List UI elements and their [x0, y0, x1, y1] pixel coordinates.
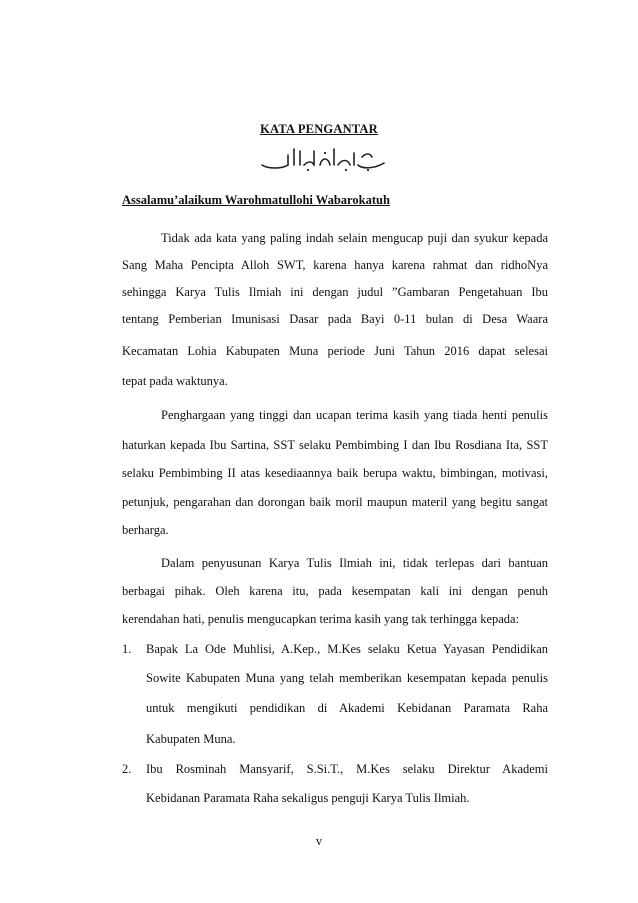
basmala-calligraphy	[258, 143, 388, 173]
paragraph-2-line: selaku Pembimbing II atas kesediaannya baik berupa waktu, bimbingan, motivasi,	[122, 466, 548, 480]
paragraph-1-line: Sang Maha Pencipta Alloh SWT, karena hanya karena rahmat dan ridhoNya	[122, 258, 548, 272]
list-item-line: Sowite Kabupaten Muna yang telah memberikan kesempatan kepada penulis	[146, 671, 548, 685]
paragraph-1-line: Kecamatan Lohia Kabupaten Muna periode Juni Tahun 2016 dapat selesai	[122, 344, 548, 358]
paragraph-3-line: Dalam penyusunan Karya Tulis Ilmiah ini, tidak terlepas dari bantuan	[161, 556, 548, 570]
paragraph-1-line: tentang Pemberian Imunisasi Dasar pada Bayi 0-11 bulan di Desa Waara	[122, 312, 548, 326]
list-item-line: Kebidanan Paramata Raha sekaligus penguji Karya Tulis Ilmiah.	[146, 791, 470, 805]
opening-greeting: Assalamu’alaikum Warohmatullohi Wabarokatuh	[122, 193, 390, 207]
paragraph-2-line: haturkan kepada Ibu Sartina, SST selaku Pembimbing I dan Ibu Rosdiana Ita, SST	[122, 438, 548, 452]
paragraph-1-line: sehingga Karya Tulis Ilmiah ini dengan judul ”Gambaran Pengetahuan Ibu	[122, 285, 548, 299]
paragraph-3-line: berbagai pihak. Oleh karena itu, pada kesempatan kali ini dengan penuh	[122, 584, 548, 598]
page-title: KATA PENGANTAR	[260, 122, 378, 136]
list-item-line: untuk mengikuti pendidikan di Akademi Kebidanan Paramata Raha	[146, 701, 548, 715]
paragraph-3-line: kerendahan hati, penulis mengucapkan terima kasih yang tak terhingga kepada:	[122, 612, 520, 626]
list-item-line: Bapak La Ode Muhlisi, A.Kep., M.Kes selaku Ketua Yayasan Pendidikan	[146, 642, 548, 656]
list-item-line: Ibu Rosminah Mansyarif, S.Si.T., M.Kes selaku Direktur Akademi	[146, 762, 548, 776]
paragraph-1-line: tepat pada waktunya.	[122, 374, 228, 388]
paragraph-1-line: Tidak ada kata yang paling indah selain mengucap puji dan syukur kepada	[161, 231, 548, 245]
paragraph-2-line: berharga.	[122, 523, 169, 537]
paragraph-2-line: Penghargaan yang tinggi dan ucapan terima kasih yang tiada henti penulis	[161, 408, 548, 422]
paragraph-2-line: petunjuk, pengarahan dan dorongan baik moril maupun materil yang begitu sangat	[122, 495, 548, 509]
list-item-line: Kabupaten Muna.	[146, 732, 236, 746]
list-item-number: 1.	[122, 642, 132, 656]
page-number: v	[315, 834, 323, 848]
list-item-number: 2.	[122, 762, 132, 776]
